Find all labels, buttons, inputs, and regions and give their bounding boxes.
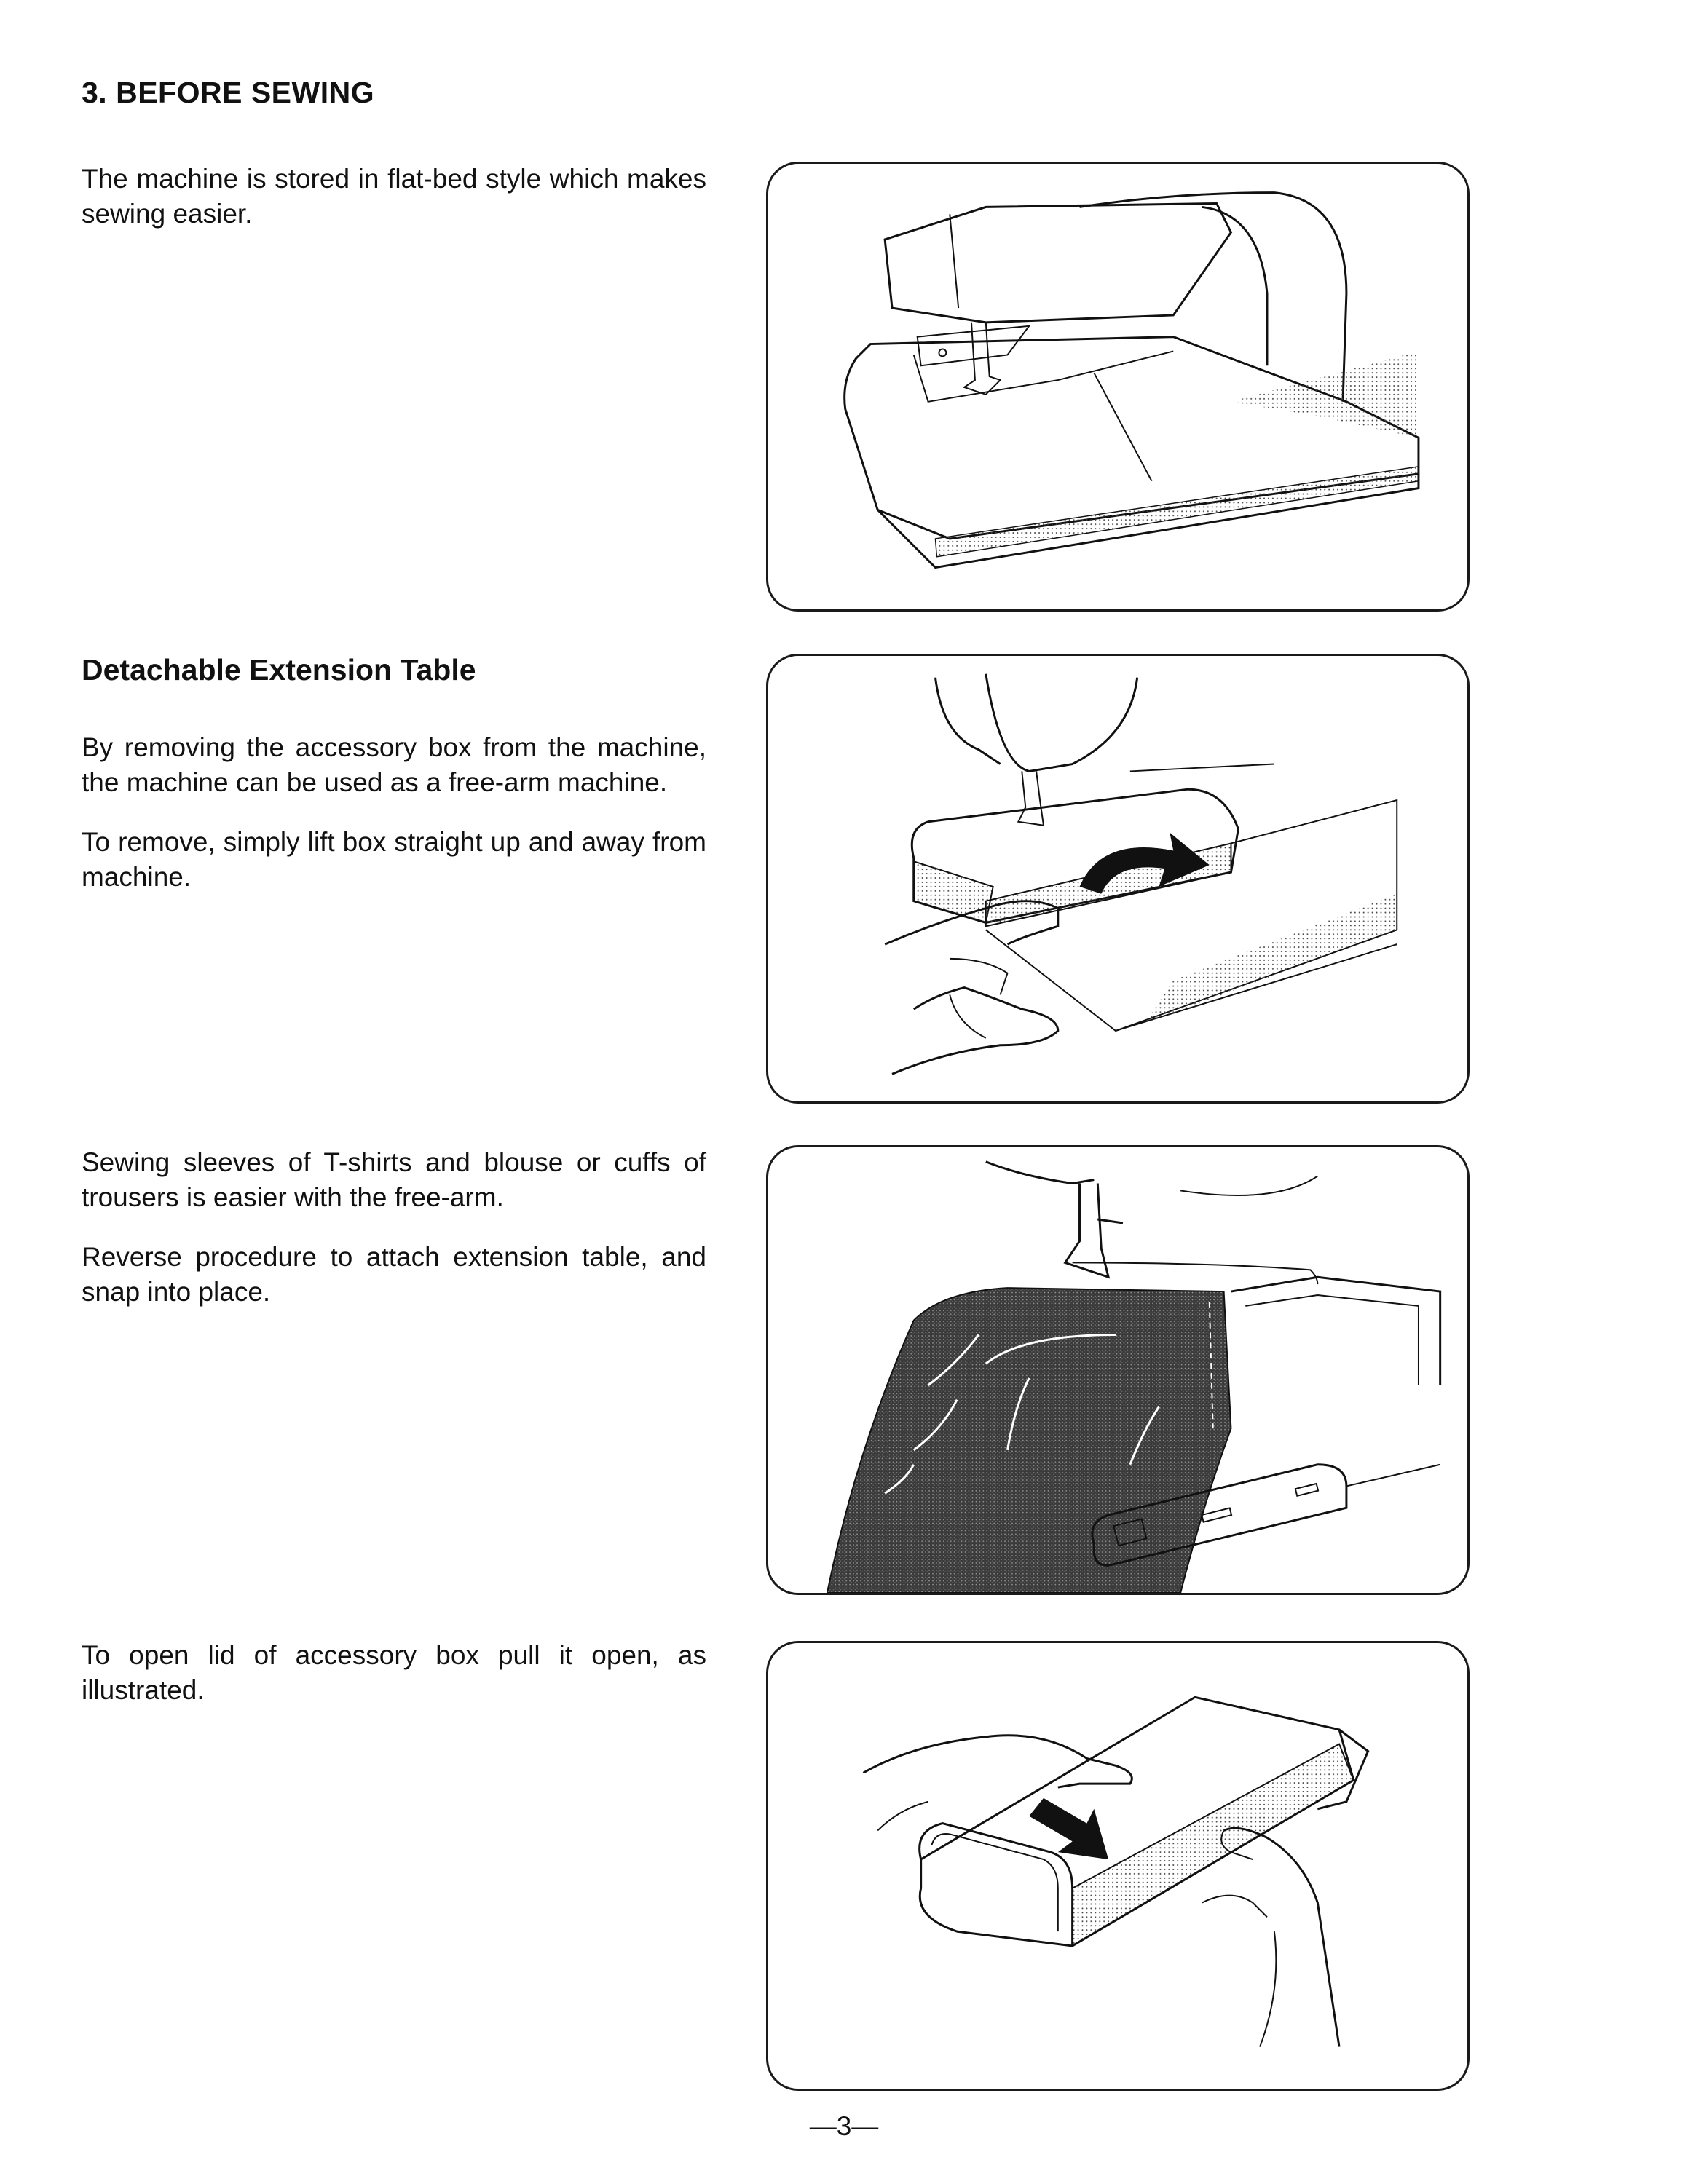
free-arm-sewing-illustration [766, 1145, 1470, 1595]
remove-how-paragraph: To remove, simply lift box straight up and away from machine. [82, 827, 706, 892]
remove-box-drawing [768, 656, 1467, 1101]
remove-box-paragraph: By removing the accessory box from the machine, the machine can be used as a free-arm machine. [82, 732, 706, 797]
flat-bed-machine-drawing [768, 164, 1467, 609]
free-arm-paragraph: Sewing sleeves of T-shirts and blouse or cuffs of trousers is easier with the free-arm. [82, 1147, 706, 1212]
intro-paragraph: The machine is stored in flat-bed style which makes sewing easier. [82, 164, 706, 229]
free-arm-sewing-drawing [768, 1147, 1467, 1593]
extension-table-heading: Detachable Extension Table [82, 653, 476, 687]
flat-bed-machine-illustration [766, 162, 1470, 612]
remove-box-illustration [766, 654, 1470, 1104]
section-title: 3. BEFORE SEWING [82, 76, 375, 109]
open-lid-illustration [766, 1641, 1470, 2091]
page-number: —3— [809, 2111, 879, 2141]
open-lid-drawing [768, 1643, 1467, 2089]
reverse-paragraph: Reverse procedure to attach extension table, and snap into place. [82, 1242, 706, 1307]
open-lid-paragraph: To open lid of accessory box pull it open, as illustrated. [82, 1640, 706, 1705]
